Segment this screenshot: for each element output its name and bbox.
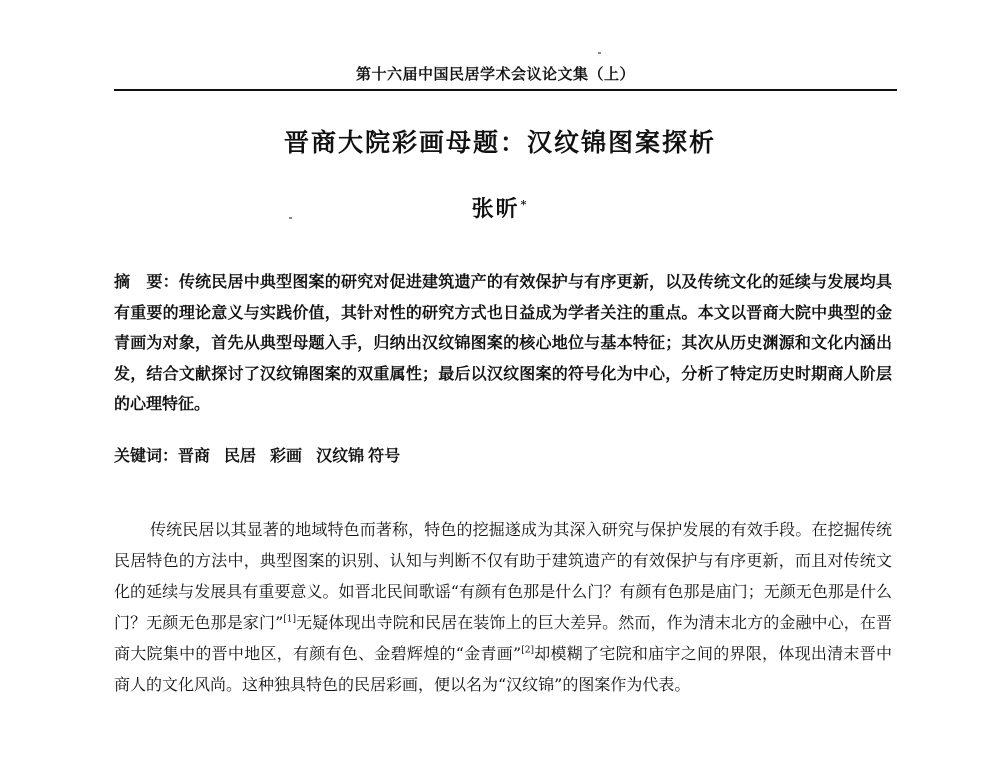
keyword-item: 晋商 [178, 446, 211, 465]
keyword-item: 符号 [368, 446, 401, 465]
abstract-text: 传统民居中典型图案的研究对促进建筑遗产的有效保护与有序更新，以及传统文化的延续与发展均具有重要的理论意义与实践价值，其针对性的研究方式也日益成为学者关注的重点。本文以晋商大院中典型的金青画为对象，首先从典型母题入手，归纳出汉纹锦图案的核心地位与基本特征；其次从历史渊源和文化内涵出发，结合文献探讨了汉纹锦图案的双重属性；最后以汉纹图案的符号化为中心，分析了特定历史时期商人阶层的心理特征。 [114, 272, 892, 413]
header-rule [114, 89, 897, 91]
abstract-label: 摘 要： [114, 272, 179, 291]
author-line [0, 192, 1000, 223]
keyword-item: 民居 [224, 446, 257, 465]
abstract [114, 267, 892, 420]
paper-title: 晋商大院彩画母题：汉纹锦图案探析 [283, 128, 716, 157]
body-paragraph [114, 514, 892, 700]
keywords [114, 443, 414, 466]
body-text-part: 却模糊了宅院和庙宇之间的界限，体现出清末晋中商人的文化风尚。这种独具特色的民居彩画，便以名为“汉纹锦”的图案作为代表。 [114, 644, 892, 694]
citation-ref: [2] [521, 645, 534, 656]
running-header: 第十六届中国民居学术会议论文集（上） [356, 65, 636, 83]
author-name: 张昕 [471, 196, 520, 222]
keywords-label: 关键词： [114, 446, 179, 465]
body-text-part: 传统民居以其显著的地域特色而著称，特色的挖掘遂成为其深入研究与保护发展的有效手段。在挖掘传统民居特色的方法中，典型图案的识别、认知与判断不仅有助于建筑遗产的有效保护与有序更新，而且对传统文化的延续与发展具有重要意义。如晋北民间歌谣“有颜有色那是什么门？有颜有色那是庙门；无颜无色那是什么门？无颜无色那是家门” [114, 520, 892, 632]
keyword-item: 汉纹锦 [316, 446, 365, 465]
citation-ref: [1] [283, 614, 297, 625]
scan-speck [289, 217, 292, 219]
keyword-item: 彩画 [270, 446, 303, 465]
body-text-part: 无疑体现出寺院和民居在装饰上的巨大差异。然而，作为清末北方的金融中心，在晋商大院集中的晋中地区，有颜有色、金碧辉煌的“金青画” [114, 613, 892, 663]
scan-speck [598, 52, 601, 54]
author-footnote-mark: * [520, 197, 529, 211]
